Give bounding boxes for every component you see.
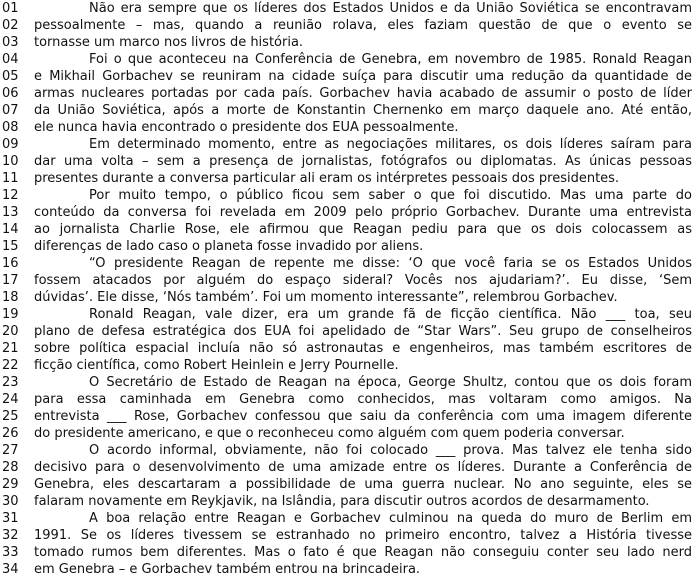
line-number: 20 [2, 324, 19, 339]
line-text: do presidente americano, e que o reconheceu como alguém com quem poderia conversar. [34, 426, 625, 441]
line-number: 25 [2, 409, 19, 424]
line-number: 07 [2, 103, 19, 118]
text-line [0, 238, 699, 255]
line-text: Foi o que aconteceu na Conferência de Genebra, em novembro de 1985. Ronald Reagan [89, 52, 692, 67]
line-text: ele nunca havia encontrado o presidente dos EUA pessoalmente. [34, 120, 459, 135]
line-number: 16 [2, 256, 19, 271]
line-number: 04 [2, 52, 19, 67]
text-line [0, 34, 699, 51]
line-number: 12 [2, 188, 19, 203]
text-line [0, 374, 699, 391]
text-line [0, 221, 699, 238]
line-number: 15 [2, 239, 19, 254]
text-line [0, 136, 699, 153]
line-text: para essa caminhada em Genebra como conhecidos, mas voltaram como amigos. Na [34, 392, 692, 407]
text-line [0, 306, 699, 323]
text-line [0, 102, 699, 119]
line-text: e Mikhail Gorbachev se reuniram na cidade suíça para discutir uma redução da quantidade de [34, 69, 692, 84]
text-line [0, 0, 699, 17]
line-text: dúvidas’. Ele disse, ‘Nós também’. Foi um momento interessante”, relembrou Gorbachev. [34, 290, 618, 305]
text-line [0, 561, 699, 578]
line-number: 24 [2, 392, 19, 407]
text-line [0, 544, 699, 561]
line-text: entrevista ___ Rose, Gorbachev confessou que saiu da conferência com uma imagem diferente [34, 409, 692, 424]
line-text: Em determinado momento, entre as negociações militares, os dois líderes saíram para [89, 137, 692, 152]
text-line [0, 119, 699, 136]
line-number: 02 [2, 18, 19, 33]
line-text: da União Soviética, após a morte de Konstantin Chernenko em março daquele ano. Até então, [34, 103, 692, 118]
line-text: A boa relação entre Reagan e Gorbachev culminou na queda do muro de Berlim em [89, 511, 692, 526]
line-text: ficção científica, como Robert Heinlein e Jerry Pournelle. [34, 358, 399, 373]
line-text: 1991. Se os líderes tivessem se estranhado no primeiro encontro, talvez a História tivesse [34, 528, 692, 543]
text-line [0, 340, 699, 357]
line-number: 31 [2, 511, 19, 526]
text-line [0, 442, 699, 459]
text-line [0, 153, 699, 170]
line-number: 17 [2, 273, 19, 288]
text-line [0, 408, 699, 425]
line-text: Por muito tempo, o público ficou sem saber o que foi discutido. Mas uma parte do [89, 188, 692, 203]
line-text: dar uma volta – sem a presença de jornalistas, fotógrafos ou diplomatas. As únicas pessoas [34, 154, 692, 169]
text-line [0, 527, 699, 544]
line-text: armas nucleares portadas por cada país. Gorbachev havia acabado de assumir o posto de líder [34, 86, 692, 101]
text-line [0, 289, 699, 306]
text-line [0, 272, 699, 289]
line-text: em Genebra – e Gorbachev também entrou na brincadeira. [34, 562, 421, 577]
line-number: 28 [2, 460, 19, 475]
text-line [0, 510, 699, 527]
line-number: 22 [2, 358, 19, 373]
line-number: 29 [2, 477, 19, 492]
text-line [0, 459, 699, 476]
line-number: 33 [2, 545, 19, 560]
line-text: ao jornalista Charlie Rose, ele afirmou que Reagan pediu para que os dois colocassem as [34, 222, 692, 237]
text-line [0, 493, 699, 510]
line-number: 30 [2, 494, 19, 509]
line-number: 10 [2, 154, 19, 169]
line-number: 18 [2, 290, 19, 305]
line-text: Ronald Reagan, vale dizer, era um grande fã de ficção científica. Não ___ toa, seu [89, 307, 692, 322]
line-text: sobre política espacial incluía não só astronautas e engenheiros, mas também escritores de [34, 341, 692, 356]
line-number: 34 [2, 562, 19, 577]
line-number: 05 [2, 69, 19, 84]
line-number: 19 [2, 307, 19, 322]
line-text: diferenças de lado caso o planeta fosse invadido por aliens. [34, 239, 424, 254]
text-line [0, 85, 699, 102]
text-line [0, 187, 699, 204]
line-number: 23 [2, 375, 19, 390]
text-line [0, 51, 699, 68]
line-text: falaram novamente em Reykjavik, na Islândia, para discutir outros acordos de desarmamento. [34, 494, 650, 509]
text-line [0, 476, 699, 493]
text-line [0, 391, 699, 408]
text-line [0, 425, 699, 442]
line-text: O acordo informal, obviamente, não foi colocado ___ prova. Mas talvez ele tenha sido [89, 443, 692, 458]
text-line [0, 68, 699, 85]
line-text: decisivo para o desenvolvimento de uma amizade entre os líderes. Durante a Conferência de [34, 460, 692, 475]
text-line [0, 204, 699, 221]
text-line [0, 255, 699, 272]
text-line [0, 357, 699, 374]
line-text: presentes durante a conversa particular ali eram os intérpretes pessoais dos presidentes. [34, 171, 620, 186]
line-text: Genebra, eles descartaram a possibilidade de uma guerra nuclear. No ano seguinte, eles se [34, 477, 692, 492]
line-text: plano de defesa estratégica dos EUA foi apelidado de “Star Wars”. Seu grupo de conselheiros [34, 324, 692, 339]
line-number: 06 [2, 86, 19, 101]
line-number: 08 [2, 120, 19, 135]
text-line [0, 170, 699, 187]
line-number: 13 [2, 205, 19, 220]
line-number: 14 [2, 222, 19, 237]
line-number: 27 [2, 443, 19, 458]
line-number: 32 [2, 528, 19, 543]
line-text: “O presidente Reagan de repente me disse: ‘O que você faria se os Estados Unidos [89, 256, 692, 271]
line-number: 01 [2, 1, 19, 16]
line-text: tomado rumos bem diferentes. Mas o fato é que Reagan não conseguiu conter seu lado nerd [34, 545, 692, 560]
line-text: fossem atacados por alguém do espaço sideral? Vocês nos ajudariam?’. Eu disse, ‘Sem [34, 273, 692, 288]
line-text: Não era sempre que os líderes dos Estados Unidos e da União Soviética se encontravam [89, 1, 692, 16]
text-line [0, 323, 699, 340]
text-line [0, 17, 699, 34]
line-text: pessoalmente – mas, quando a reunião rolava, eles faziam questão de que o evento se [34, 18, 692, 33]
line-number: 26 [2, 426, 19, 441]
line-number: 21 [2, 341, 19, 356]
line-text: conteúdo da conversa foi revelada em 2009 pelo próprio Gorbachev. Durante uma entrevista [34, 205, 692, 220]
line-number: 11 [2, 171, 19, 186]
line-number: 03 [2, 35, 19, 50]
line-number: 09 [2, 137, 19, 152]
line-text: O Secretário de Estado de Reagan na época, George Shultz, contou que os dois foram [89, 375, 692, 390]
line-text: tornasse um marco nos livros de história. [34, 35, 304, 50]
